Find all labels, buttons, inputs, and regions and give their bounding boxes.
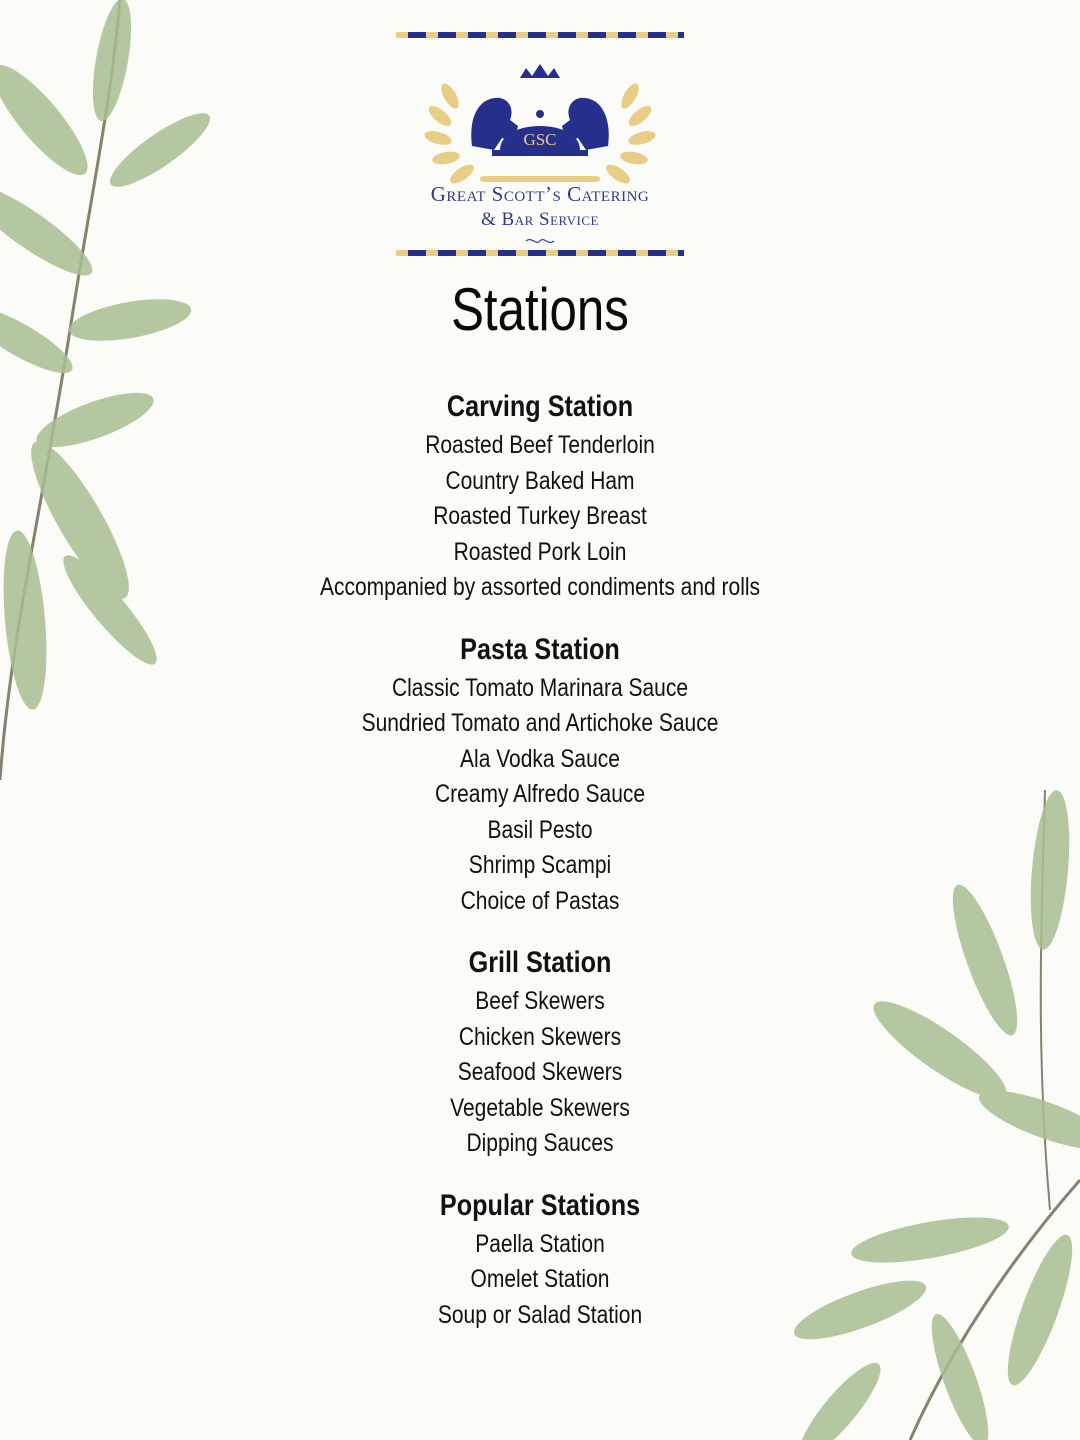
section-carving-station xyxy=(240,386,840,606)
menu-item: Roasted Turkey Breast xyxy=(433,502,647,530)
menu-item: Seafood Skewers xyxy=(457,1058,623,1086)
menu-item: Accompanied by assorted condiments and rolls xyxy=(319,573,761,601)
leaf-branch-top-left xyxy=(0,0,260,780)
page-title: Stations xyxy=(451,276,629,343)
company-logo xyxy=(396,32,684,258)
brand-name: Great Scott’s Catering xyxy=(430,182,650,206)
brand-subtitle: & Bar Service xyxy=(481,209,599,230)
menu-item: Shrimp Scampi xyxy=(468,851,612,879)
flourish-icon xyxy=(524,236,556,246)
menu-item: Roasted Beef Tenderloin xyxy=(425,431,655,459)
menu-item: Basil Pesto xyxy=(487,815,593,844)
menu-item: Choice of Pastas xyxy=(460,886,620,915)
menu-item: Paella Station xyxy=(475,1229,605,1258)
menu-item: Beef Skewers xyxy=(475,987,605,1015)
section-title: Grill Station xyxy=(468,946,612,979)
menu-item: Chicken Skewers xyxy=(458,1022,622,1051)
section-grill-station xyxy=(240,942,840,1162)
menu-item: Vegetable Skewers xyxy=(450,1093,630,1122)
menu-item: Classic Tomato Marinara Sauce xyxy=(391,673,689,702)
section-title: Carving Station xyxy=(446,390,634,423)
menu-item: Soup or Salad Station xyxy=(437,1300,643,1329)
menu-item: Ala Vodka Sauce xyxy=(460,744,620,773)
menu-item: Country Baked Ham xyxy=(445,466,635,495)
logo-monogram: GSC xyxy=(523,130,557,149)
menu-item: Creamy Alfredo Sauce xyxy=(434,780,646,808)
logo-top-stripe xyxy=(396,32,684,38)
menu-item: Sundried Tomato and Artichoke Sauce xyxy=(361,709,719,737)
menu-item: Dipping Sauces xyxy=(466,1129,614,1157)
stations-menu xyxy=(240,386,840,1356)
logo-bottom-stripe xyxy=(396,250,684,256)
section-title: Pasta Station xyxy=(460,632,620,666)
section-popular-stations xyxy=(240,1185,840,1334)
section-title: Popular Stations xyxy=(439,1188,641,1222)
menu-item: Roasted Pork Loin xyxy=(453,537,627,566)
crest-emblem-icon xyxy=(410,46,670,196)
menu-item: Omelet Station xyxy=(470,1265,610,1293)
section-pasta-station xyxy=(240,629,840,920)
